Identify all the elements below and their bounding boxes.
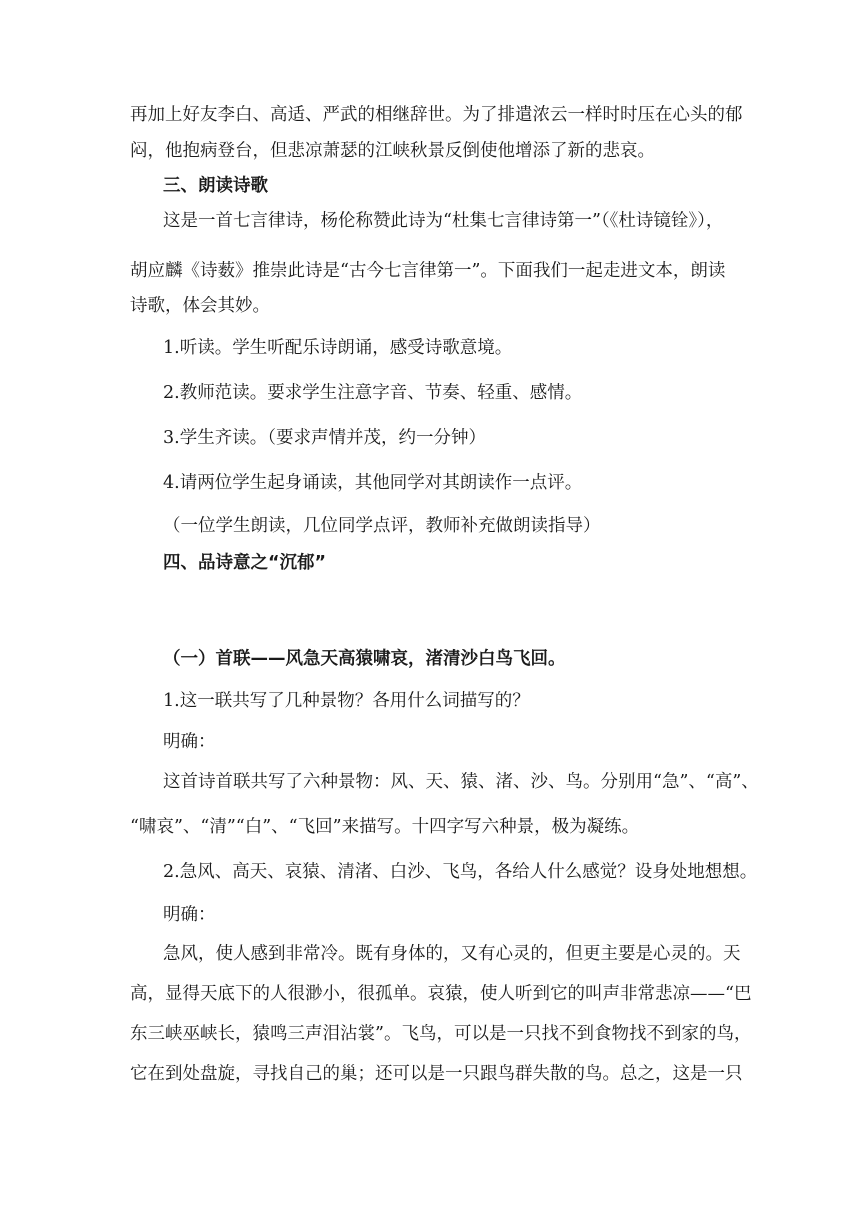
list-item: 2.教师范读。要求学生注意字音、节奏、轻重、感情。 <box>163 383 583 403</box>
text-line: 急风，使人感到非常冷。既有身体的，又有心灵的，但更主要是心灵的。天 <box>163 944 741 964</box>
list-item: 4.请两位学生起身诵读，其他同学对其朗读作一点评。 <box>163 473 583 493</box>
text-line: 高，显得天底下的人很渺小，很孤单。哀猿，使人听到它的叫声非常悲凉——“巴 <box>130 984 752 1004</box>
text-line: “啸哀”、“清”“白”、“飞回”来描写。十四字写六种景，极为凝练。 <box>130 817 640 837</box>
text-line: 这首诗首联共写了六种景物：风、天、猿、渚、沙、鸟。分别用“急”、“高”、 <box>163 772 759 792</box>
text-line: 明确： <box>163 732 216 752</box>
text-line: 再加上好友李白、高适、严武的相继辞世。为了排遣浓云一样时时压在心头的郁 <box>130 105 743 125</box>
text-line: 闷，他抱病登台，但悲凉萧瑟的江峡秋景反倒使他增添了新的悲哀。 <box>130 141 655 161</box>
list-item: 1.这一联共写了几种景物？各用什么词描写的？ <box>163 691 530 711</box>
section-heading: 三、朗读诗歌 <box>163 176 268 196</box>
list-item: 1.听读。学生听配乐诗朗诵，感受诗歌意境。 <box>163 338 513 358</box>
text-line: 胡应麟《诗薮》推崇此诗是“古今七言律第一”。下面我们一起走进文本，朗读 <box>130 261 726 281</box>
list-item: 2.急风、高天、哀猿、清渚、白沙、飞鸟，各给人什么感觉？设身处地想想。 <box>163 862 758 882</box>
section-heading: 四、品诗意之“沉郁” <box>163 553 327 573</box>
text-line: 这是一首七言律诗，杨伦称赞此诗为“杜集七言律诗第一”（《杜诗镜铨》）， <box>163 211 724 231</box>
text-line: 诗歌，体会其妙。 <box>130 296 270 316</box>
list-item: 3.学生齐读。（要求声情并茂，约一分钟） <box>163 428 486 448</box>
text-line: 它在到处盘旋，寻找自己的巢；还可以是一只跟鸟群失散的鸟。总之，这是一只 <box>130 1064 743 1084</box>
text-line: 明确： <box>163 905 216 925</box>
text-line: 东三峡巫峡长，猿鸣三声泪沾裳”。飞鸟，可以是一只找不到食物找不到家的鸟， <box>130 1024 752 1044</box>
subsection-heading: （一）首联——风急天高猿啸哀，渚清沙白鸟飞回。 <box>163 649 566 669</box>
text-line: （一位学生朗读，几位同学点评，教师补充做朗读指导） <box>163 516 601 536</box>
